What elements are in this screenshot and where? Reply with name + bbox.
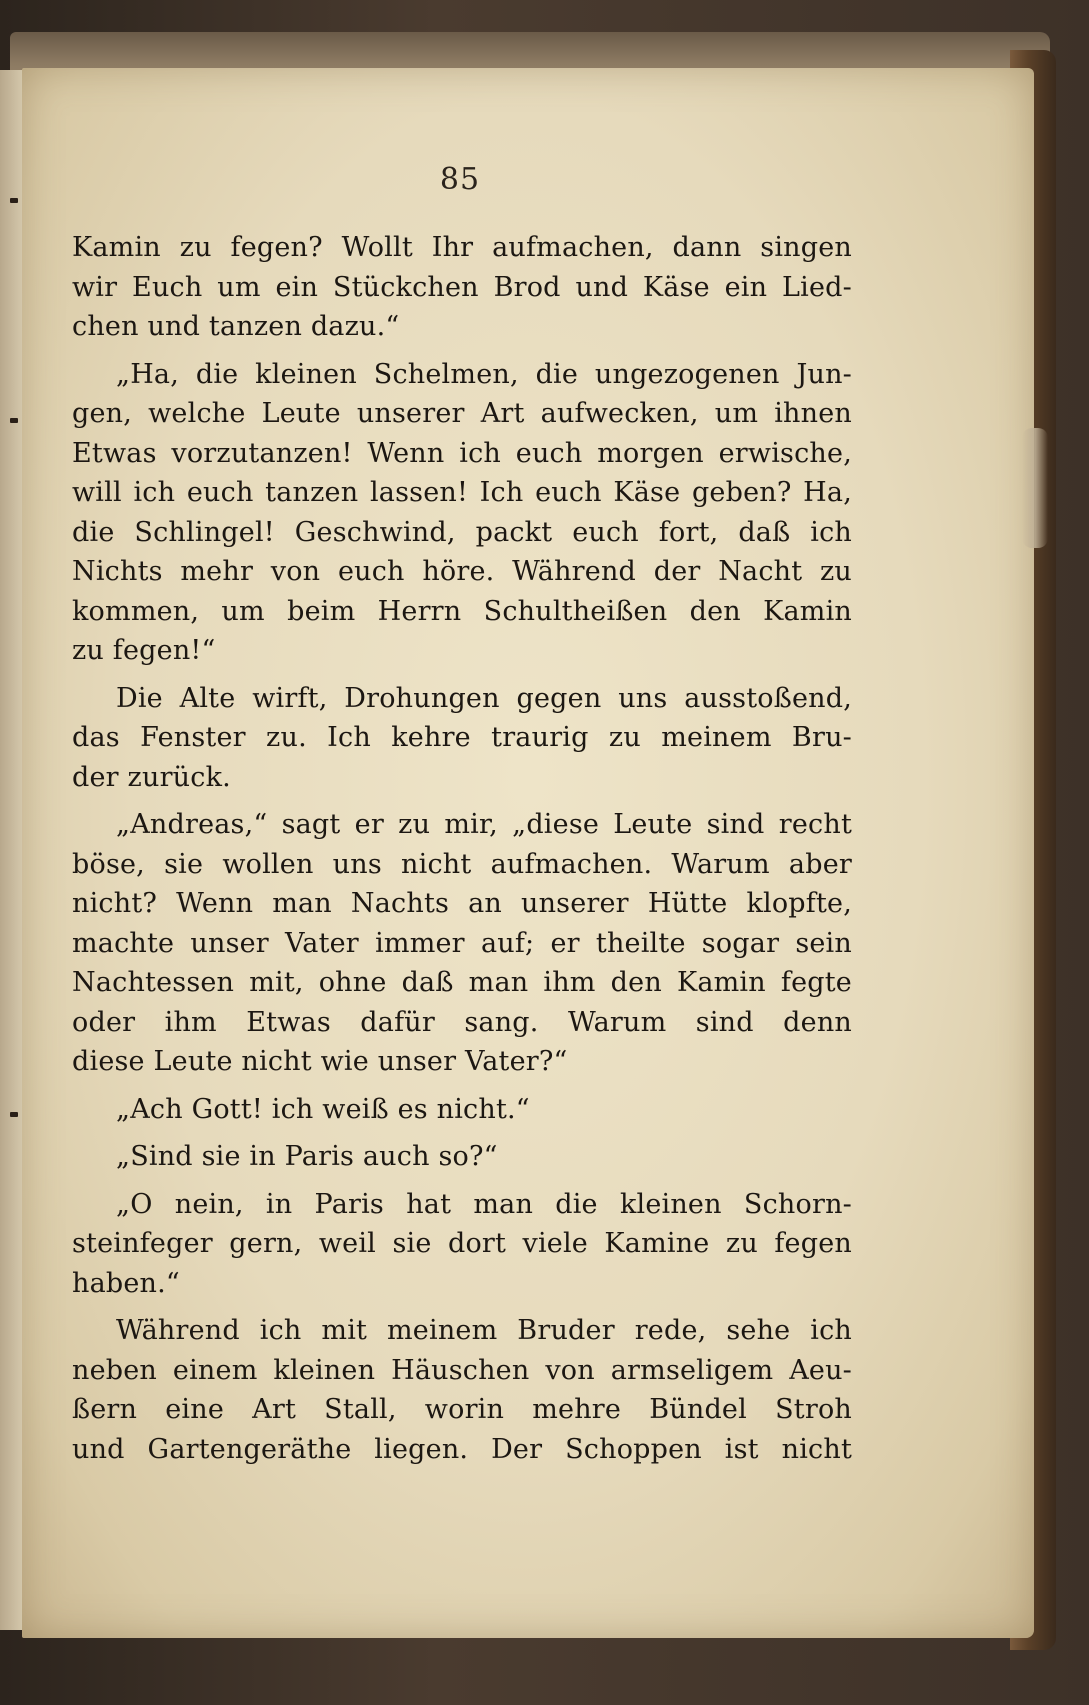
text-line: ßern eine Art Stall, worin mehre Bündel Stroh [72, 1394, 852, 1425]
text-line: gen, welche Leute unserer Art aufwecken, um ihnen [72, 398, 852, 429]
body-text [72, 228, 852, 1469]
paragraph-gap [72, 347, 852, 355]
text-line: machte unser Vater immer auf; er theilte sogar sein [72, 927, 852, 959]
text-line: „Ach Gott! ich weiß es nicht.“ [116, 1093, 530, 1125]
text-line: neben einem kleinen Häuschen von armseligem Aeu- [72, 1354, 852, 1386]
paragraph-gap [72, 1129, 852, 1137]
text-line: steinfeger gern, weil sie dort viele Kamine zu fegen [72, 1228, 852, 1259]
page-fold [1022, 428, 1048, 548]
text-line: Etwas vorzutanzen! Wenn ich euch morgen erwische, [72, 437, 852, 469]
text-line: böse, sie wollen uns nicht aufmachen. Warum aber [72, 848, 852, 880]
text-line: zu fegen!“ [72, 635, 216, 666]
text-line: und Gartengeräthe liegen. Der Schoppen ist nicht [72, 1433, 852, 1465]
text-line: haben.“ [72, 1267, 180, 1299]
text-line: Während ich mit meinem Bruder rede, sehe ich [116, 1315, 852, 1346]
text-line: Nichts mehr von euch höre. Während der Nacht zu [72, 556, 852, 587]
text-line: chen und tanzen dazu.“ [72, 311, 400, 342]
text-line: „Ha, die kleinen Schelmen, die ungezogenen Jun- [116, 358, 852, 390]
text-line: diese Leute nicht wie unser Vater?“ [72, 1046, 568, 1077]
margin-mark [10, 418, 18, 423]
text-line: will ich euch tanzen lassen! Ich euch Käse geben? Ha, [72, 477, 852, 508]
text-line: die Schlingel! Geschwind, packt euch fort, daß ich [72, 516, 852, 548]
text-line: der zurück. [72, 761, 231, 793]
paragraph-gap [72, 1082, 852, 1090]
text-line: „O nein, in Paris hat man die kleinen Schorn- [116, 1188, 852, 1220]
paragraph-gap [72, 671, 852, 679]
text-line: Kamin zu fegen? Wollt Ihr aufmachen, dann singen [72, 232, 852, 263]
paragraph-gap [72, 1303, 852, 1311]
text-line: Nachtessen mit, ohne daß man ihm den Kamin fegte [72, 967, 852, 998]
text-line: „Sind sie in Paris auch so?“ [116, 1141, 498, 1172]
text-line: kommen, um beim Herrn Schultheißen den Kamin [72, 595, 852, 627]
margin-mark [10, 1112, 18, 1117]
paragraph-gap [72, 1177, 852, 1185]
text-line: oder ihm Etwas dafür sang. Warum sind denn [72, 1006, 852, 1038]
text-line: „Andreas,“ sagt er zu mir, „diese Leute sind recht [116, 809, 852, 840]
paragraph-gap [72, 797, 852, 805]
text-line: nicht? Wenn man Nachts an unserer Hütte klopfte, [72, 888, 852, 919]
margin-mark [10, 198, 18, 203]
page-number: 85 [439, 162, 481, 197]
text-line: wir Euch um ein Stückchen Brod und Käse ein Lied- [72, 271, 852, 303]
text-line: das Fenster zu. Ich kehre traurig zu meinem Bru- [72, 722, 852, 753]
text-line: Die Alte wirft, Drohungen gegen uns ausstoßend, [116, 682, 852, 714]
